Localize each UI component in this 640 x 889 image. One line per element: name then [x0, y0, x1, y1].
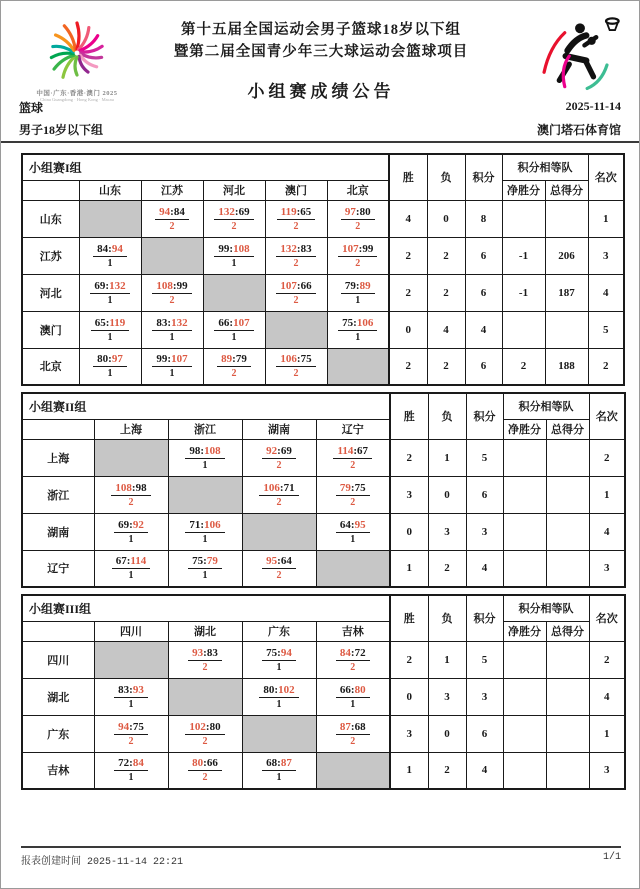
col-header-tiebreak: 积分相等队	[503, 595, 589, 621]
total-points-cell	[545, 311, 588, 348]
score-cell: 99:108 1	[203, 237, 265, 274]
score-cell: 66:80 1	[316, 678, 390, 715]
diagonal-cell	[94, 439, 168, 476]
wins-cell: 1	[390, 550, 428, 587]
corner-cell	[22, 419, 94, 439]
category-label: 男子18岁以下组	[19, 123, 104, 137]
match-points: 2	[350, 661, 356, 673]
net-points-cell	[503, 641, 546, 678]
team-row-header: 湖南	[22, 513, 94, 550]
net-points-cell	[502, 200, 545, 237]
points-cell: 3	[466, 513, 503, 550]
match-points: 1	[276, 772, 282, 784]
wins-cell: 2	[389, 274, 427, 311]
games-logo-caption-en: China Guangdong · Hong Kong · Macau	[40, 97, 114, 102]
col-header-rank: 名次	[588, 154, 624, 200]
total-points-cell	[546, 439, 589, 476]
wins-cell: 2	[389, 237, 427, 274]
match-points: 2	[293, 257, 299, 269]
wins-cell: 3	[390, 476, 428, 513]
report-titles	[121, 19, 521, 102]
corner-cell	[22, 621, 94, 641]
net-points-cell	[502, 311, 545, 348]
score-cell: 106:71 2	[242, 476, 316, 513]
match-points: 2	[169, 294, 175, 306]
report-created-time: 报表创建时间 2025-11-14 22:21	[21, 857, 184, 868]
team-col-header: 辽宁	[316, 419, 390, 439]
col-header-net-points: 净胜分	[503, 419, 546, 439]
score-cell: 67:114 1	[94, 550, 168, 587]
diagonal-cell	[141, 237, 203, 274]
team-row-header: 上海	[22, 439, 94, 476]
rank-cell: 1	[589, 715, 625, 752]
score-cell: 87:68 2	[316, 715, 390, 752]
match-points: 2	[169, 220, 175, 232]
net-points-cell	[503, 439, 546, 476]
team-col-header: 四川	[94, 621, 168, 641]
match-points: 2	[231, 368, 237, 380]
games-logo	[23, 15, 131, 103]
col-header-rank: 名次	[589, 393, 625, 439]
header-divider	[1, 141, 639, 143]
team-row-header: 浙江	[22, 476, 94, 513]
match-points: 1	[107, 368, 113, 380]
net-points-cell	[503, 513, 546, 550]
score-cell: 83:132 1	[141, 311, 203, 348]
total-points-cell	[546, 550, 589, 587]
col-header-wins: 胜	[389, 154, 427, 200]
group-table	[21, 392, 626, 588]
rank-cell: 4	[589, 513, 625, 550]
rank-cell: 4	[589, 678, 625, 715]
diagonal-cell	[316, 550, 390, 587]
rank-cell: 3	[589, 752, 625, 789]
group-title: 小组赛II组	[22, 393, 390, 419]
score-cell: 98:108 1	[168, 439, 242, 476]
rank-cell: 1	[589, 476, 625, 513]
losses-cell: 2	[427, 348, 465, 385]
diagonal-cell	[242, 715, 316, 752]
match-points: 2	[350, 735, 356, 747]
diagonal-cell	[316, 752, 390, 789]
team-row-header: 辽宁	[22, 550, 94, 587]
team-col-header: 浙江	[168, 419, 242, 439]
losses-cell: 1	[428, 641, 466, 678]
total-points-cell: 187	[545, 274, 588, 311]
team-col-header: 澳门	[265, 180, 327, 200]
match-points: 1	[350, 533, 356, 545]
games-logo-caption: 中国·广东·香港·澳门 2025	[36, 90, 118, 97]
score-cell: 107:66 2	[265, 274, 327, 311]
col-header-tiebreak: 积分相等队	[503, 393, 589, 419]
score-cell: 79:89 1	[327, 274, 389, 311]
match-points: 2	[128, 735, 134, 747]
match-points: 1	[107, 257, 113, 269]
score-cell: 95:64 2	[242, 550, 316, 587]
report-subtitle: 小组赛成绩公告	[247, 82, 395, 101]
score-cell: 108:98 2	[94, 476, 168, 513]
match-points: 1	[202, 459, 208, 471]
match-points: 2	[293, 220, 299, 232]
score-cell: 107:99 2	[327, 237, 389, 274]
score-cell: 75:106 1	[327, 311, 389, 348]
score-cell: 132:83 2	[265, 237, 327, 274]
score-cell: 80:102 1	[242, 678, 316, 715]
wins-cell: 2	[390, 641, 428, 678]
score-cell: 83:93 1	[94, 678, 168, 715]
rank-cell: 3	[588, 237, 624, 274]
col-header-net-points: 净胜分	[503, 621, 546, 641]
score-cell: 93:83 2	[168, 641, 242, 678]
net-points-cell: -1	[502, 237, 545, 274]
losses-cell: 1	[428, 439, 466, 476]
score-cell: 89:79 2	[203, 348, 265, 385]
points-cell: 4	[465, 311, 502, 348]
match-points: 1	[169, 331, 175, 343]
wins-cell: 0	[389, 311, 427, 348]
match-points: 1	[276, 661, 282, 673]
losses-cell: 2	[427, 237, 465, 274]
team-col-header: 河北	[203, 180, 265, 200]
group-table	[21, 153, 625, 386]
col-header-total-points: 总得分	[546, 621, 589, 641]
diagonal-cell	[168, 678, 242, 715]
total-points-cell	[546, 678, 589, 715]
wins-cell: 2	[389, 348, 427, 385]
net-points-cell	[503, 678, 546, 715]
col-header-net-points: 净胜分	[502, 180, 545, 200]
team-col-header: 北京	[327, 180, 389, 200]
team-row-header: 澳门	[22, 311, 79, 348]
group-title: 小组赛III组	[22, 595, 390, 621]
score-cell: 80:97 1	[79, 348, 141, 385]
wins-cell: 0	[390, 513, 428, 550]
score-cell: 75:94 1	[242, 641, 316, 678]
points-cell: 6	[466, 715, 503, 752]
match-points: 1	[128, 570, 134, 582]
diagonal-cell	[242, 513, 316, 550]
rank-cell: 1	[588, 200, 624, 237]
total-points-cell	[545, 200, 588, 237]
losses-cell: 0	[428, 476, 466, 513]
group-tables	[21, 153, 625, 796]
total-points-cell: 188	[545, 348, 588, 385]
rank-cell: 2	[588, 348, 624, 385]
basketball-pictogram	[534, 13, 626, 106]
score-cell: 97:80 2	[327, 200, 389, 237]
diagonal-cell	[327, 348, 389, 385]
team-row-header: 吉林	[22, 752, 94, 789]
match-points: 2	[276, 459, 282, 471]
col-header-total-points: 总得分	[546, 419, 589, 439]
total-points-cell	[546, 513, 589, 550]
match-points: 2	[293, 368, 299, 380]
score-cell: 66:107 1	[203, 311, 265, 348]
points-cell: 4	[466, 752, 503, 789]
points-cell: 4	[466, 550, 503, 587]
team-col-header: 山东	[79, 180, 141, 200]
col-header-losses: 负	[428, 595, 466, 641]
score-cell: 80:66 2	[168, 752, 242, 789]
total-points-cell	[546, 715, 589, 752]
col-header-losses: 负	[427, 154, 465, 200]
score-cell: 68:87 1	[242, 752, 316, 789]
score-cell: 99:107 1	[141, 348, 203, 385]
match-points: 1	[350, 698, 356, 710]
team-row-header: 山东	[22, 200, 79, 237]
match-points: 2	[350, 459, 356, 471]
net-points-cell	[503, 550, 546, 587]
match-points: 2	[202, 661, 208, 673]
wins-cell: 1	[390, 752, 428, 789]
losses-cell: 2	[428, 550, 466, 587]
col-header-total-points: 总得分	[545, 180, 588, 200]
team-col-header: 江苏	[141, 180, 203, 200]
score-cell: 106:75 2	[265, 348, 327, 385]
net-points-cell	[503, 715, 546, 752]
title-line2: 暨第二届全国青少年三大球运动会篮球项目	[173, 44, 469, 60]
match-points: 1	[202, 533, 208, 545]
group-table	[21, 594, 626, 790]
rank-cell: 3	[589, 550, 625, 587]
total-points-cell	[546, 641, 589, 678]
match-points: 2	[293, 294, 299, 306]
diagonal-cell	[79, 200, 141, 237]
col-header-rank: 名次	[589, 595, 625, 641]
col-header-points: 积分	[465, 154, 502, 200]
diagonal-cell	[203, 274, 265, 311]
rank-cell: 4	[588, 274, 624, 311]
score-cell: 84:94 1	[79, 237, 141, 274]
match-points: 2	[355, 220, 361, 232]
col-header-wins: 胜	[390, 595, 428, 641]
points-cell: 6	[466, 476, 503, 513]
team-row-header: 广东	[22, 715, 94, 752]
team-col-header: 吉林	[316, 621, 390, 641]
match-points: 2	[355, 257, 361, 269]
net-points-cell: 2	[502, 348, 545, 385]
report-date: 2025-11-14	[565, 99, 621, 113]
points-cell: 6	[465, 348, 502, 385]
wins-cell: 0	[390, 678, 428, 715]
match-points: 2	[202, 772, 208, 784]
page-number: 1/1	[602, 852, 621, 863]
diagonal-cell	[94, 641, 168, 678]
points-cell: 3	[466, 678, 503, 715]
corner-cell	[22, 180, 79, 200]
score-cell: 84:72 2	[316, 641, 390, 678]
match-points: 1	[128, 533, 134, 545]
losses-cell: 4	[427, 311, 465, 348]
col-header-losses: 负	[428, 393, 466, 439]
team-row-header: 北京	[22, 348, 79, 385]
match-points: 2	[350, 496, 356, 508]
score-cell: 114:67 2	[316, 439, 390, 476]
team-row-header: 四川	[22, 641, 94, 678]
match-points: 1	[169, 368, 175, 380]
basketball-pictogram-icon	[535, 13, 625, 101]
match-points: 1	[355, 294, 361, 306]
rank-cell: 2	[589, 641, 625, 678]
team-col-header: 湖北	[168, 621, 242, 641]
wins-cell: 2	[390, 439, 428, 476]
score-cell: 75:79 1	[168, 550, 242, 587]
total-points-cell	[546, 752, 589, 789]
col-header-points: 积分	[466, 595, 503, 641]
match-points: 1	[231, 331, 237, 343]
match-points: 2	[202, 735, 208, 747]
losses-cell: 2	[428, 752, 466, 789]
footer-divider	[21, 846, 621, 848]
rank-cell: 2	[589, 439, 625, 476]
total-points-cell	[546, 476, 589, 513]
match-points: 1	[202, 570, 208, 582]
score-cell: 65:119 1	[79, 311, 141, 348]
col-header-points: 积分	[466, 393, 503, 439]
match-points: 1	[276, 698, 282, 710]
score-cell: 69:132 1	[79, 274, 141, 311]
score-cell: 119:65 2	[265, 200, 327, 237]
score-cell: 102:80 2	[168, 715, 242, 752]
sport-label: 篮球	[19, 101, 44, 115]
wins-cell: 4	[389, 200, 427, 237]
score-cell: 71:106 1	[168, 513, 242, 550]
rank-cell: 5	[588, 311, 624, 348]
match-points: 1	[107, 294, 113, 306]
points-cell: 6	[465, 237, 502, 274]
team-row-header: 河北	[22, 274, 79, 311]
match-points: 1	[128, 698, 134, 710]
score-cell: 69:92 1	[94, 513, 168, 550]
col-header-tiebreak: 积分相等队	[502, 154, 588, 180]
net-points-cell	[503, 476, 546, 513]
team-col-header: 广东	[242, 621, 316, 641]
match-points: 1	[107, 331, 113, 343]
col-header-wins: 胜	[390, 393, 428, 439]
losses-cell: 0	[427, 200, 465, 237]
points-cell: 8	[465, 200, 502, 237]
points-cell: 5	[466, 641, 503, 678]
group-title: 小组赛I组	[22, 154, 389, 180]
score-cell: 108:99 2	[141, 274, 203, 311]
match-points: 1	[128, 772, 134, 784]
losses-cell: 3	[428, 678, 466, 715]
diagonal-cell	[265, 311, 327, 348]
team-col-header: 湖南	[242, 419, 316, 439]
score-cell: 92:69 2	[242, 439, 316, 476]
net-points-cell: -1	[502, 274, 545, 311]
match-points: 1	[355, 331, 361, 343]
venue-label: 澳门塔石体育馆	[536, 123, 621, 137]
total-points-cell: 206	[545, 237, 588, 274]
team-row-header: 湖北	[22, 678, 94, 715]
match-points: 2	[276, 496, 282, 508]
score-cell: 94:84 2	[141, 200, 203, 237]
games-logo-icon	[25, 15, 129, 85]
score-cell: 72:84 1	[94, 752, 168, 789]
points-cell: 6	[465, 274, 502, 311]
match-points: 2	[276, 570, 282, 582]
net-points-cell	[503, 752, 546, 789]
match-points: 2	[128, 496, 134, 508]
score-cell: 64:95 1	[316, 513, 390, 550]
score-cell: 79:75 2	[316, 476, 390, 513]
losses-cell: 3	[428, 513, 466, 550]
losses-cell: 2	[427, 274, 465, 311]
match-points: 1	[231, 257, 237, 269]
losses-cell: 0	[428, 715, 466, 752]
score-cell: 94:75 2	[94, 715, 168, 752]
diagonal-cell	[168, 476, 242, 513]
points-cell: 5	[466, 439, 503, 476]
match-points: 2	[231, 220, 237, 232]
team-col-header: 上海	[94, 419, 168, 439]
score-cell: 132:69 2	[203, 200, 265, 237]
title-line1: 第十五届全国运动会男子篮球18岁以下组	[181, 22, 461, 38]
team-row-header: 江苏	[22, 237, 79, 274]
wins-cell: 3	[390, 715, 428, 752]
